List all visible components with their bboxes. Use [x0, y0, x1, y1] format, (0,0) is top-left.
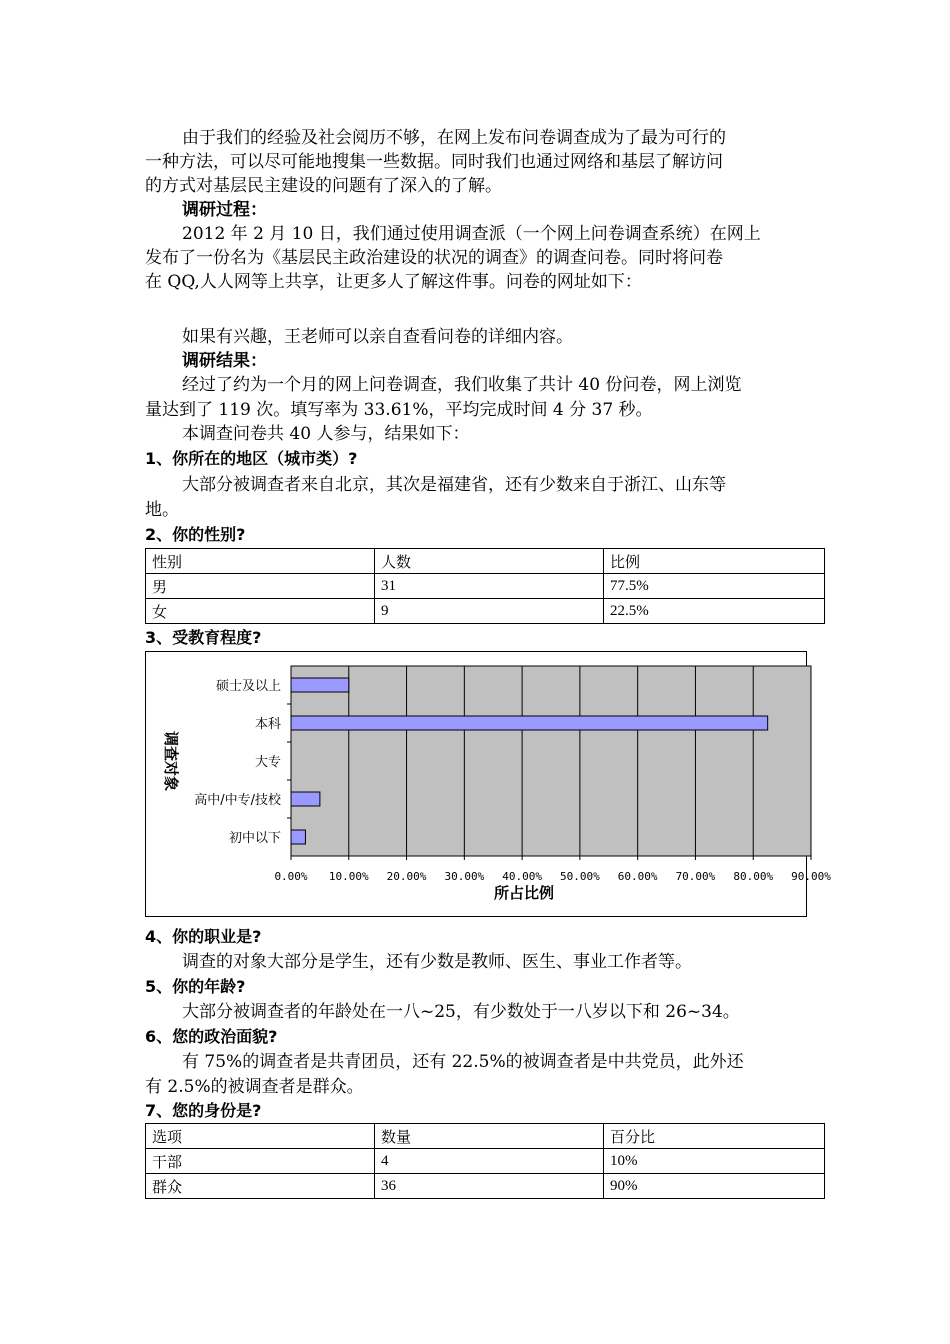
x-tick-label: 70.00%	[675, 870, 716, 883]
bar	[291, 678, 349, 692]
q4-answer: 调查的对象大部分是学生，还有少数是教师、医生、事业工作者等。	[182, 952, 692, 972]
education-chart	[145, 651, 831, 917]
table-header-row	[146, 1124, 825, 1149]
y-axis-title: 调查对象	[162, 730, 180, 792]
identity-table	[145, 1123, 825, 1199]
table-header-cell: 人数	[375, 549, 604, 574]
x-tick-label: 80.00%	[733, 870, 774, 883]
table-cell: 22.5%	[604, 599, 825, 624]
table-cell: 90%	[604, 1174, 825, 1199]
bar	[291, 792, 320, 806]
gender-table	[145, 548, 825, 624]
table-cell: 男	[146, 574, 375, 599]
interest-line: 如果有兴趣，王老师可以亲自查看问卷的详细内容。	[182, 327, 573, 347]
q6-answer-line-2: 有 2.5%的被调查者是群众。	[145, 1077, 364, 1097]
x-tick-label: 10.00%	[328, 870, 369, 883]
table-cell: 4	[375, 1149, 604, 1174]
q5-title: 5、你的年龄?	[145, 977, 246, 996]
y-category-label: 硕士及以上	[215, 679, 281, 694]
plot-area	[291, 666, 811, 856]
process-line-1: 2012 年 2 月 10 日，我们通过使用调查派（一个网上问卷调查系统）在网上	[182, 224, 761, 244]
table-row	[146, 1149, 825, 1174]
table-header-row	[146, 549, 825, 574]
table-header-cell: 百分比	[604, 1124, 825, 1149]
y-category-label: 初中以下	[228, 831, 281, 846]
q1-title: 1、你所在的地区（城市类）?	[145, 449, 358, 468]
x-tick-label: 30.00%	[444, 870, 485, 883]
table-cell: 群众	[146, 1174, 375, 1199]
table-cell: 31	[375, 574, 604, 599]
q7-title: 7、您的身份是?	[145, 1101, 262, 1120]
result-title: 调研结果：	[182, 351, 267, 371]
table-header-cell: 选项	[146, 1124, 375, 1149]
q2-title: 2、你的性别?	[145, 525, 246, 544]
table-cell: 9	[375, 599, 604, 624]
process-line-3: 在 QQ,人人网等上共享，让更多人了解这件事。问卷的网址如下：	[145, 272, 642, 292]
q6-title: 6、您的政治面貌?	[145, 1027, 278, 1046]
y-category-label: 本科	[254, 717, 281, 732]
table-cell: 女	[146, 599, 375, 624]
q5-answer: 大部分被调查者的年龄处在一八~25，有少数处于一八岁以下和 26~34。	[182, 1002, 740, 1022]
table-header-cell: 数量	[375, 1124, 604, 1149]
q4-title: 4、你的职业是?	[145, 927, 262, 946]
table-cell: 36	[375, 1174, 604, 1199]
q3-title: 3、受教育程度?	[145, 628, 262, 647]
x-tick-label: 0.00%	[274, 870, 308, 883]
q6-answer-line-1: 有 75%的调查者是共青团员，还有 22.5%的被调查者是中共党员，此外还	[182, 1052, 744, 1072]
intro-line-1: 由于我们的经验及社会阅历不够，在网上发布问卷调查成为了最为可行的	[182, 128, 726, 148]
q1-answer-line-2: 地。	[145, 500, 179, 520]
q1-answer-line-1: 大部分被调查者来自北京，其次是福建省，还有少数来自于浙江、山东等	[182, 475, 726, 495]
intro-line-2: 一种方法，可以尽可能地搜集一些数据。同时我们也通过网络和基层了解访问	[145, 152, 723, 172]
table-row	[146, 574, 825, 599]
participants-line: 本调查问卷共 40 人参与，结果如下：	[182, 424, 470, 444]
intro-line-3: 的方式对基层民主建设的问题有了深入的了解。	[145, 176, 502, 196]
bar	[291, 716, 768, 730]
education-chart-svg	[146, 652, 831, 916]
x-tick-label: 20.00%	[386, 870, 427, 883]
table-header-cell: 性别	[146, 549, 375, 574]
table-cell: 干部	[146, 1149, 375, 1174]
x-tick-label: 60.00%	[617, 870, 658, 883]
bar	[291, 830, 305, 844]
y-category-label: 大专	[254, 755, 281, 770]
result-line-1: 经过了约为一个月的网上问卷调查，我们收集了共计 40 份问卷，网上浏览	[182, 375, 742, 395]
y-category-label: 高中/中专/技校	[194, 793, 281, 808]
x-axis-title: 所占比例	[493, 884, 555, 902]
x-tick-label: 50.00%	[560, 870, 600, 883]
result-line-2: 量达到了 119 次。填写率为 33.61%，平均完成时间 4 分 37 秒。	[145, 400, 653, 420]
x-tick-label: 40.00%	[502, 870, 542, 883]
table-cell: 77.5%	[604, 574, 825, 599]
table-cell: 10%	[604, 1149, 825, 1174]
table-row	[146, 1174, 825, 1199]
table-header-cell: 比例	[604, 549, 825, 574]
process-title: 调研过程：	[182, 200, 267, 220]
process-line-2: 发布了一份名为《基层民主政治建设的状况的调查》的调查问卷。同时将问卷	[145, 248, 723, 268]
table-row	[146, 599, 825, 624]
x-tick-label: 90.00%	[791, 870, 831, 883]
